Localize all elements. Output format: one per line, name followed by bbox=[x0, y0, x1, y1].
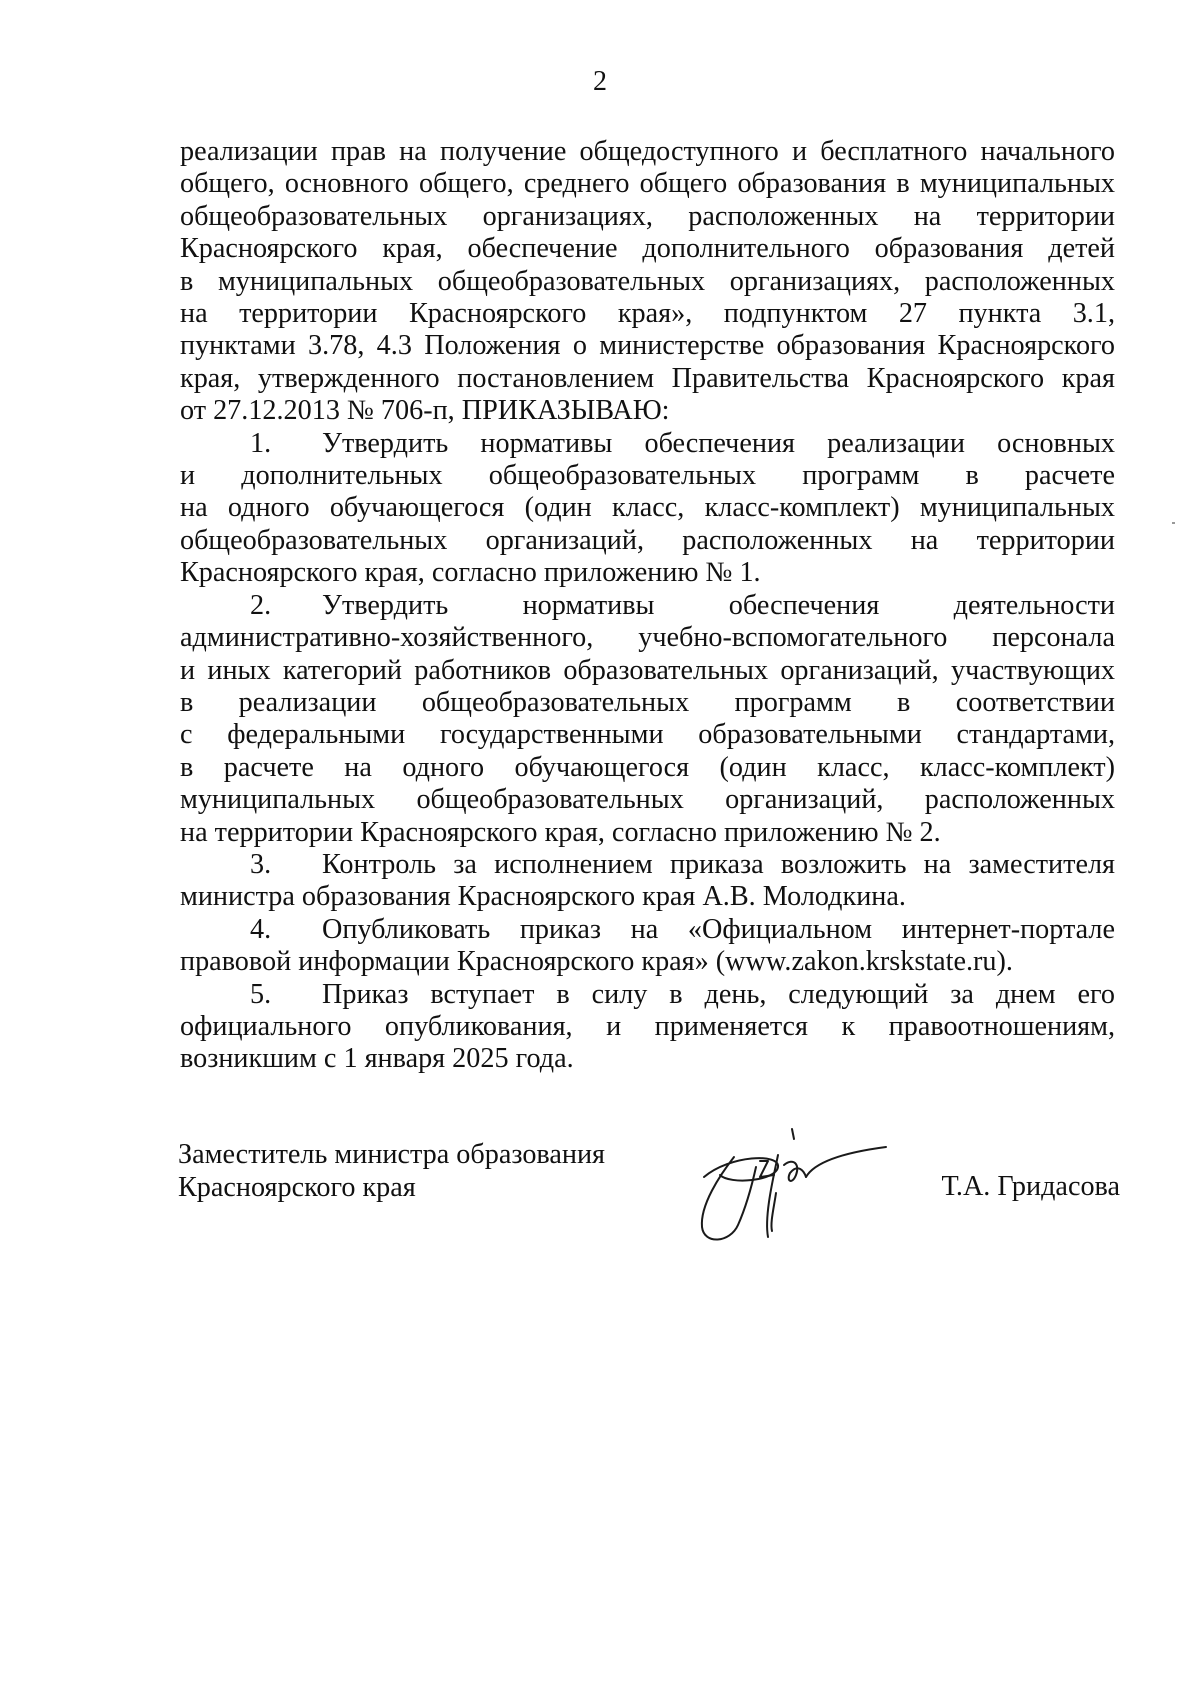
body-line: в расчете на одного обучающегося (один класс, класс-комплект) bbox=[180, 751, 1115, 783]
document-body bbox=[180, 136, 1115, 1076]
signatory-title-line: Заместитель министра образования bbox=[178, 1139, 605, 1170]
body-line: Красноярского края, согласно приложению № 1. bbox=[180, 557, 761, 589]
body-line: общеобразовательных организаций, расположенных на территории bbox=[180, 524, 1115, 556]
body-line: министра образования Красноярского края А.В. Молодкина. bbox=[180, 881, 906, 913]
body-line: на одного обучающегося (один класс, класс-комплект) муниципальных bbox=[180, 492, 1115, 524]
item-line: Опубликовать приказ на «Официальном интернет-портале bbox=[322, 913, 1115, 945]
signatory-title-line: Красноярского края bbox=[178, 1172, 416, 1203]
page-number: 2 bbox=[593, 66, 607, 97]
item-line: Утвердить нормативы обеспечения реализации основных bbox=[322, 427, 1115, 459]
body-line: края, утвержденного постановлением Правительства Красноярского края bbox=[180, 362, 1115, 394]
order-item-1 bbox=[180, 428, 1115, 460]
handwritten-signature bbox=[690, 1115, 900, 1255]
body-line: муниципальных общеобразовательных организаций, расположенных bbox=[180, 784, 1115, 816]
body-line: и дополнительных общеобразовательных программ в расчете bbox=[180, 460, 1115, 492]
body-line: правовой информации Красноярского края» (www.zakon.krskstate.ru). bbox=[180, 946, 1013, 978]
item-number: 2. bbox=[250, 589, 272, 621]
signatory-title bbox=[178, 1138, 605, 1204]
order-item-4 bbox=[180, 914, 1115, 946]
order-item-5 bbox=[180, 979, 1115, 1011]
body-line: пунктами 3.78, 4.3 Положения о министерстве образования Красноярского bbox=[180, 330, 1115, 362]
order-item-3 bbox=[180, 849, 1115, 881]
item-number: 1. bbox=[250, 427, 272, 459]
body-line: реализации прав на получение общедоступного и бесплатного начального bbox=[180, 136, 1115, 167]
signatory-name: Т.А. Гридасова bbox=[941, 1171, 1120, 1202]
body-line: от 27.12.2013 № 706-п, ПРИКАЗЫВАЮ: bbox=[180, 395, 670, 427]
body-line: в реализации общеобразовательных программ в соответствии bbox=[180, 686, 1115, 718]
body-line: официального опубликования, и применяется к правоотношениям, bbox=[180, 1010, 1115, 1042]
item-line: Утвердить нормативы обеспечения деятельности bbox=[322, 589, 1115, 621]
body-line: с федеральными государственными образовательными стандартами, bbox=[180, 719, 1115, 751]
item-line: Контроль за исполнением приказа возложить на заместителя bbox=[322, 848, 1115, 880]
body-line: в муниципальных общеобразовательных организациях, расположенных bbox=[180, 265, 1115, 297]
scan-speck bbox=[1172, 522, 1175, 524]
item-number: 5. bbox=[250, 978, 272, 1010]
item-number: 4. bbox=[250, 913, 272, 945]
order-item-2 bbox=[180, 590, 1115, 622]
body-line: возникшим с 1 января 2025 года. bbox=[180, 1043, 574, 1075]
body-line: общеобразовательных организациях, расположенных на территории bbox=[180, 200, 1115, 232]
body-line: административно-хозяйственного, учебно-вспомогательного персонала bbox=[180, 622, 1115, 654]
body-line: на территории Красноярского края, согласно приложению № 2. bbox=[180, 816, 941, 848]
item-line: Приказ вступает в силу в день, следующий за днем его bbox=[322, 978, 1115, 1010]
body-line: на территории Красноярского края», подпунктом 27 пункта 3.1, bbox=[180, 298, 1115, 330]
body-line: Красноярского края, обеспечение дополнительного образования детей bbox=[180, 233, 1115, 265]
body-line: и иных категорий работников образовательных организаций, участвующих bbox=[180, 654, 1115, 686]
item-number: 3. bbox=[250, 848, 272, 880]
body-line: общего, основного общего, среднего общего образования в муниципальных bbox=[180, 168, 1115, 200]
